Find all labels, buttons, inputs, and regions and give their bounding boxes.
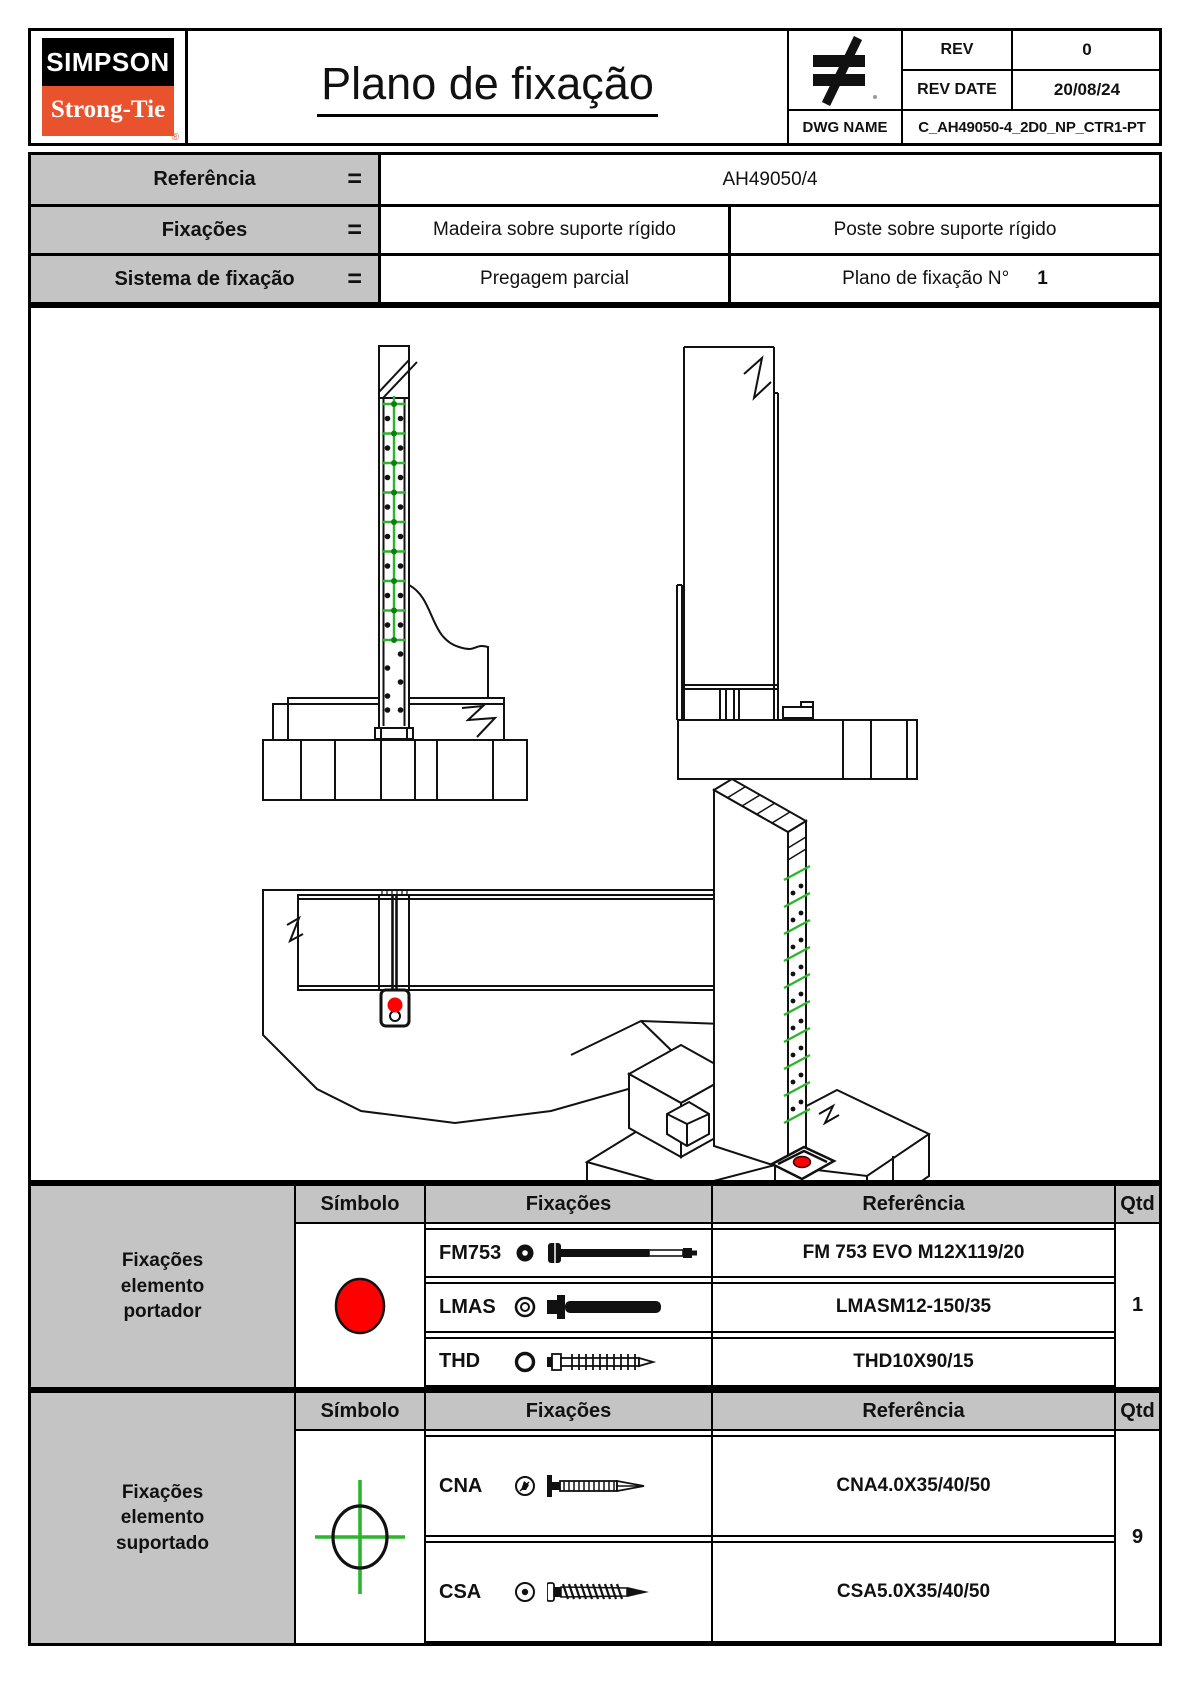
referencia-label-cell <box>31 155 381 204</box>
fixacoes-label: Fixações <box>161 218 248 241</box>
fixacoes-header: Fixações <box>426 1393 711 1431</box>
cna-code: CNA <box>439 1474 483 1497</box>
portador-symbol-cell <box>296 1224 424 1387</box>
page-title: Plano de fixação <box>317 58 658 117</box>
fm753-washer-icon <box>513 1241 537 1265</box>
cna-symbol-icon <box>513 1474 537 1498</box>
fixacoes-header: Fixações <box>426 1186 711 1224</box>
portador-fixings-column <box>426 1186 713 1387</box>
portador-symbol-column <box>296 1186 426 1387</box>
rev-label: REV <box>903 31 1013 71</box>
referencia-header: Referência <box>713 1186 1114 1224</box>
referencia-label: Referência <box>153 168 256 190</box>
fm753-reference: FM 753 EVO M12X119/20 <box>713 1228 1114 1278</box>
fixacoes-label-cell <box>31 207 381 253</box>
qtd-header: Qtd <box>1116 1393 1159 1431</box>
thd-reference: THD10X90/15 <box>713 1337 1114 1387</box>
cna-row <box>426 1435 711 1537</box>
rev-value: 0 <box>1013 31 1161 71</box>
suportado-qty-value: 9 <box>1131 1525 1144 1548</box>
lmas-ring-icon <box>513 1295 537 1319</box>
plano-numero-value: 1 <box>1037 268 1048 289</box>
lmas-row <box>426 1282 711 1332</box>
thd-code: THD <box>439 1350 481 1373</box>
title-block <box>28 28 1162 146</box>
simbolo-header: Símbolo <box>296 1186 424 1224</box>
sistema-label-cell <box>31 256 381 302</box>
portador-qty-value: 1 <box>1131 1294 1144 1316</box>
suportado-group-label: Fixações elemento suportado <box>31 1393 296 1643</box>
technical-drawing <box>31 308 1159 1180</box>
fm753-bolt-drawing <box>547 1240 705 1266</box>
referencia-header: Referência <box>713 1393 1114 1431</box>
thd-ring-icon <box>513 1350 537 1374</box>
suportado-fixings-table <box>28 1390 1162 1646</box>
isometric-view <box>587 779 929 1180</box>
dwg-name-value: C_AH49050-4_2D0_NP_CTR1-PT <box>918 118 1146 136</box>
simbolo-header: Símbolo <box>296 1393 424 1431</box>
dwg-name-label: DWG NAME <box>789 111 903 143</box>
revision-table <box>787 31 1159 143</box>
referencia-row <box>31 155 1159 204</box>
drawing-viewport <box>28 305 1162 1183</box>
portador-fixings-table <box>28 1183 1162 1390</box>
equals-sign: = <box>347 165 362 193</box>
cna-nail-drawing <box>547 1473 659 1499</box>
fm753-row <box>426 1228 711 1278</box>
suportado-reference-column <box>713 1393 1116 1643</box>
side-view <box>677 347 917 779</box>
plano-numero-label: Plano de fixação N° <box>842 268 1010 289</box>
lmas-code: LMAS <box>439 1295 496 1318</box>
reference-info-table <box>28 152 1162 305</box>
suportado-fixings-column <box>426 1393 713 1643</box>
sistema-label: Sistema de fixação <box>114 267 295 290</box>
csa-reference: CSA5.0X35/40/50 <box>713 1541 1114 1643</box>
logo-simpson-text: SIMPSON <box>42 38 174 86</box>
suportado-qty-column <box>1116 1393 1159 1643</box>
csa-symbol-icon <box>513 1580 537 1604</box>
logo-strongtie-text: Strong-Tie <box>42 86 174 136</box>
thd-row <box>426 1337 711 1387</box>
suportado-symbol-cell <box>296 1431 424 1643</box>
simpson-strongtie-logo <box>42 38 174 136</box>
plan-view-anchor-symbol <box>388 998 403 1013</box>
lmas-anchor-drawing <box>547 1293 687 1321</box>
green-crosshair-icon <box>305 1474 415 1600</box>
rev-date-label: REV DATE <box>903 71 1013 111</box>
drawing-sheet <box>28 28 1162 1646</box>
fixacoes-row <box>31 204 1159 253</box>
cna-reference: CNA4.0X35/40/50 <box>713 1435 1114 1537</box>
equals-sign: = <box>347 264 362 293</box>
sistema-left-value: Pregagem parcial <box>381 256 731 302</box>
rev-date-value: 20/08/24 <box>1013 71 1161 111</box>
portador-reference-column <box>713 1186 1116 1387</box>
fm753-code: FM753 <box>439 1241 502 1264</box>
title-cell <box>188 31 787 143</box>
registered-trademark: ® <box>171 132 179 143</box>
logo-cell <box>31 31 188 143</box>
isometric-anchor-symbol <box>794 1157 811 1168</box>
red-circle-icon <box>328 1272 392 1340</box>
fixacoes-right-value: Poste sobre suporte rígido <box>833 219 1057 240</box>
qtd-header: Qtd <box>1116 1186 1159 1224</box>
equals-sign: = <box>347 215 362 244</box>
sistema-row <box>31 253 1159 302</box>
suportado-symbol-column <box>296 1393 426 1643</box>
referencia-value: AH49050/4 <box>722 168 818 190</box>
portador-qty-column <box>1116 1186 1159 1387</box>
lmas-reference: LMASM12-150/35 <box>713 1282 1114 1332</box>
csa-screw-drawing <box>547 1578 659 1606</box>
thd-screw-drawing <box>547 1349 677 1375</box>
plano-numero-cell <box>731 256 1159 302</box>
portador-group-label: Fixações elemento portador <box>31 1186 296 1387</box>
fixacoes-left-value: Madeira sobre suporte rígido <box>381 207 731 253</box>
not-equal-brand-icon <box>789 31 903 111</box>
csa-code: CSA <box>439 1580 482 1603</box>
csa-row <box>426 1541 711 1643</box>
